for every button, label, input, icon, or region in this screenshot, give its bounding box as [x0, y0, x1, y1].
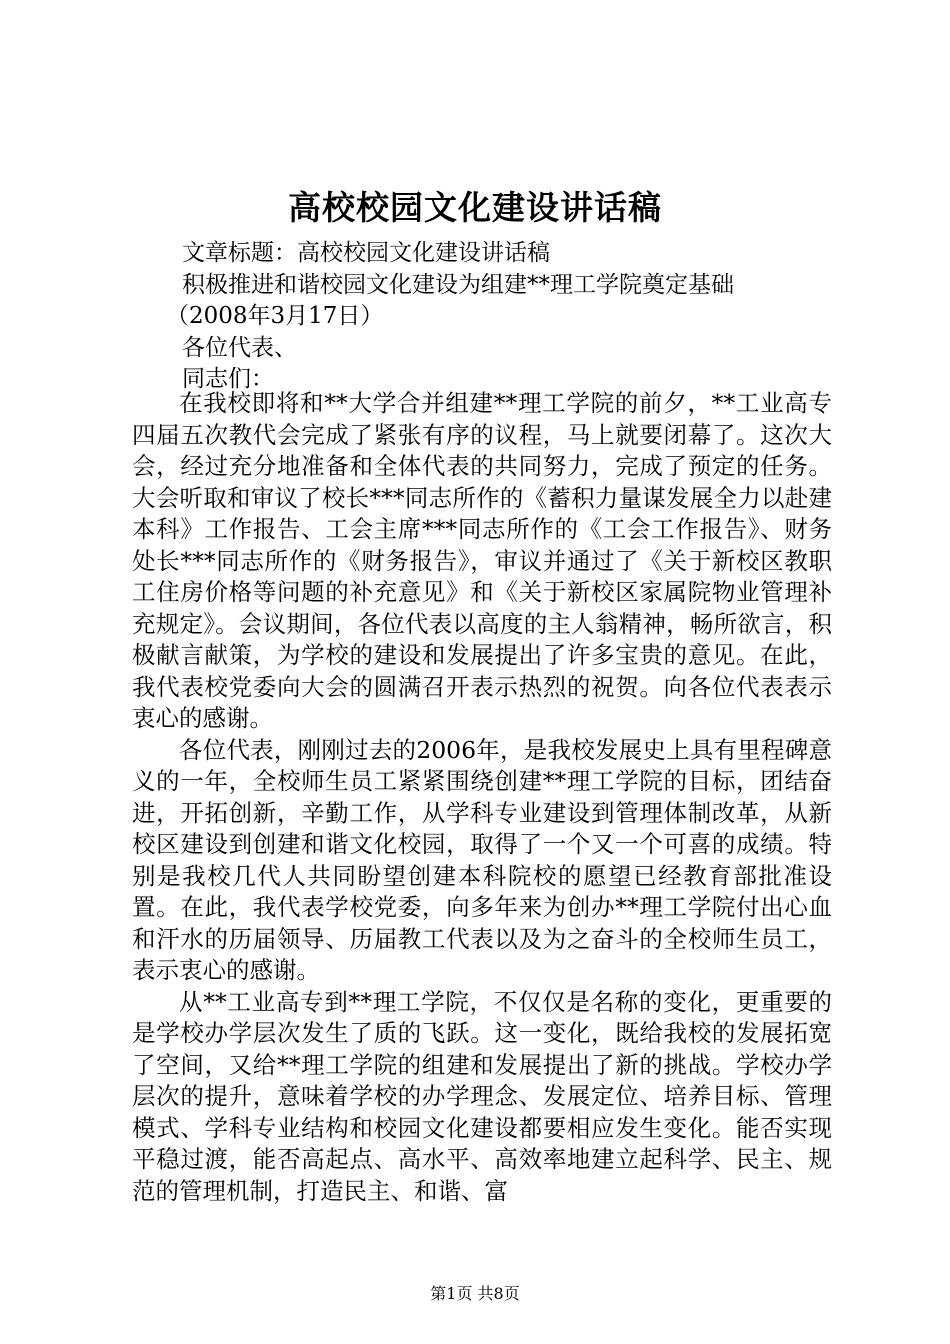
salutation-comrades: 同志们： — [182, 366, 274, 392]
speech-date: （2008年3月17日） — [166, 303, 384, 329]
page-footer: 第1页 共8页 — [430, 1284, 520, 1303]
body-paragraph: 在我校即将和**大学合并组建**理工学院的前夕，**工业高专四届五次教代会完成了紧张有序的议程，马上就要闭幕了。这次大会，经过充分地准备和全体代表的共同努力，完成了预定的任务。大会听取和审议了校长***同志所作的《蓄积力量谋发展全力以赴建本科》工作报告、工会主席***同志所作的《工会工作报告》、财务处长***同志所作的《财务报告》，审议并通过了《关于新校区教职工住房价格等问题的补充意见》和《关于新校区家属院物业管理补充规定》。会议期间，各位代表以高度的主人翁精神，畅所欲言，积极献言献策，为学校的建设和发展提出了许多宝贵的意见。在此，我代表校党委向大会的圆满召开表示热烈的祝贺。向各位代表表示衷心的感谢。 — [132, 389, 832, 732]
speech-subtitle: 积极推进和谐校园文化建设为组建**理工学院奠定基础 — [182, 272, 734, 298]
body-paragraph: 从**工业高专到**理工学院，不仅仅是名称的变化，更重要的是学校办学层次发生了质的飞跃。这一变化，既给我校的发展拓宽了空间，又给**理工学院的组建和发展提出了新的挑战。学校办学层次的提升，意味着学校的办学理念、发展定位、培养目标、管理模式、学科专业结构和校园文化建设都要相应发生变化。能否实现平稳过渡，能否高起点、高水平、高效率地建立起科学、民主、规范的管理机制，打造民主、和谐、富 — [132, 987, 832, 1205]
article-title-line: 文章标题：高校校园文化建设讲话稿 — [182, 240, 550, 266]
speech-body — [132, 388, 832, 1207]
document-title: 高校校园文化建设讲话稿 — [288, 188, 662, 227]
body-paragraph: 各位代表，刚刚过去的2006年，是我校发展史上具有里程碑意义的一年，全校师生员工紧紧围绕创建**理工学院的目标，团结奋进，开拓创新，辛勤工作，从学科专业建设到管理体制改革，从新校区建设到创建和谐文化校园，取得了一个又一个可喜的成绩。特别是我校几代人共同盼望创建本科院校的愿望已经教育部批准设置。在此，我代表学校党委，向多年来为创办**理工学院付出心血和汗水的历届领导、历届教工代表以及为之奋斗的全校师生员工，表示衷心的感谢。 — [132, 735, 832, 984]
salutation-delegates: 各位代表、 — [182, 335, 297, 361]
